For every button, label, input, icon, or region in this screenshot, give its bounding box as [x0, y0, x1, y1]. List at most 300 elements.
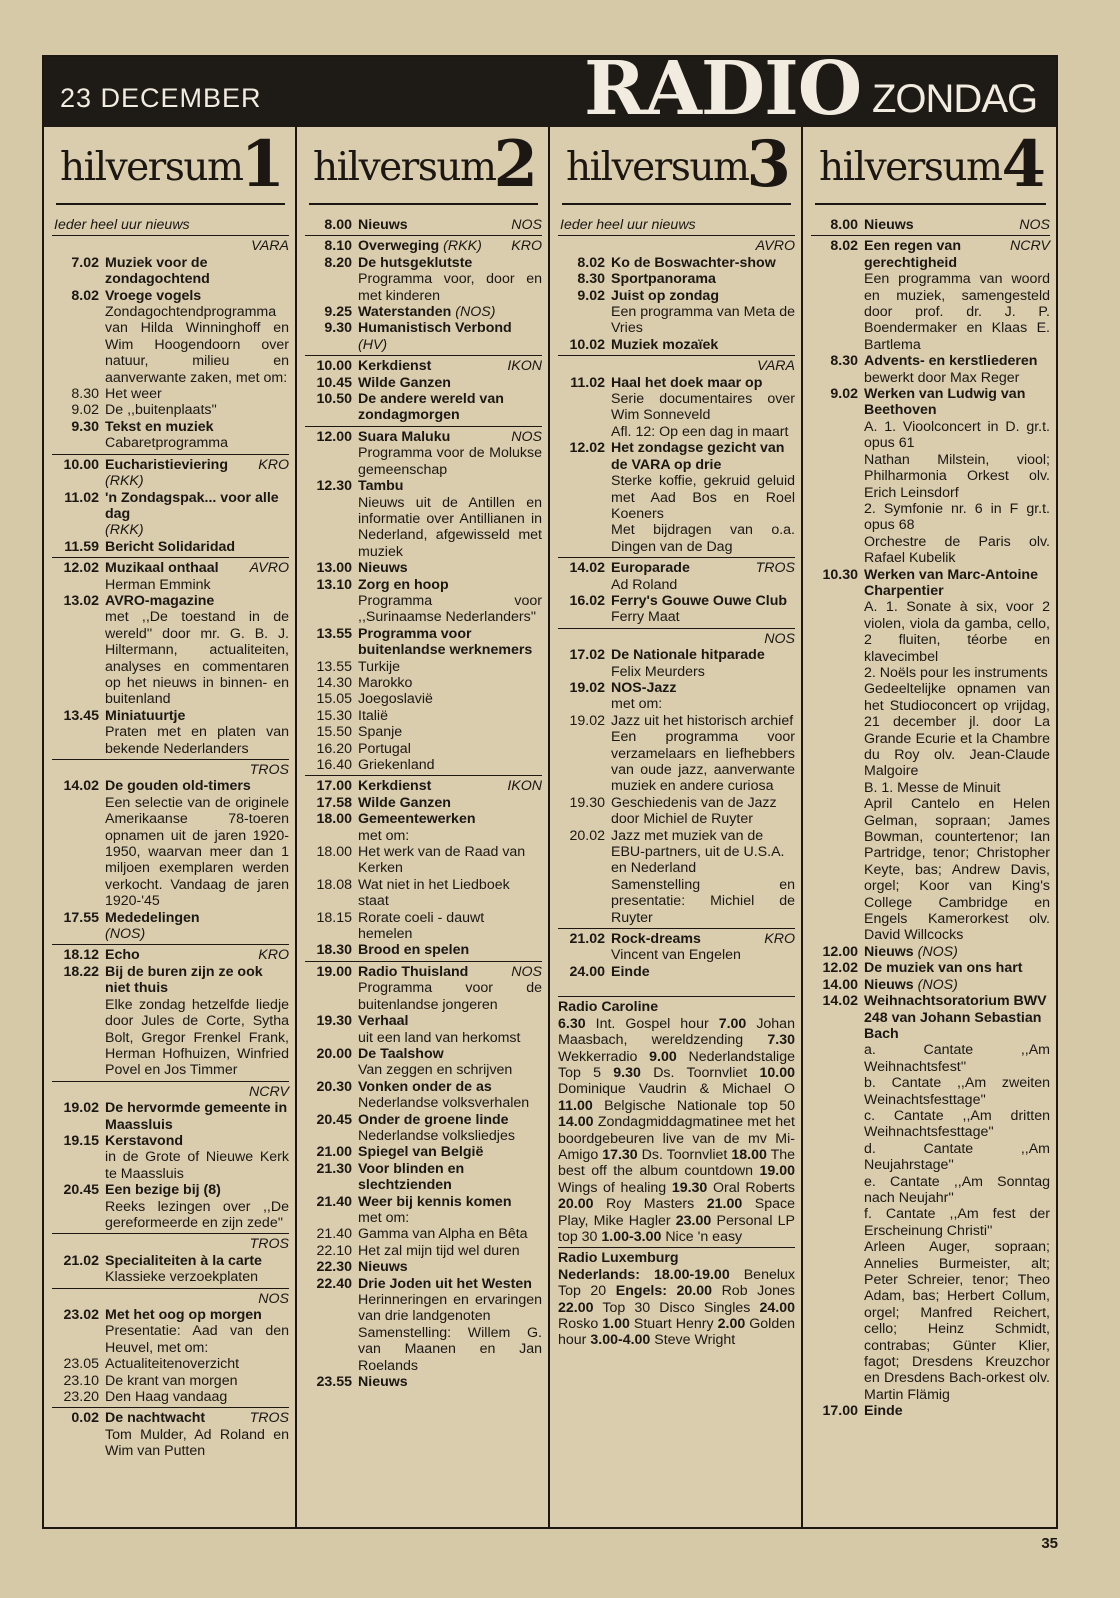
program-time: 14.30: [316, 674, 352, 691]
program-description: Serie documentaires over Wim Sonneveld: [611, 391, 795, 424]
program-item: [305, 577, 542, 626]
program-time: 19.02: [63, 1100, 99, 1117]
program-time: 17.58: [316, 794, 352, 811]
program-item: [305, 429, 542, 478]
divider: [811, 235, 1050, 236]
program-body: [611, 288, 795, 337]
program-item: [558, 288, 795, 337]
program-title: Marokko: [358, 674, 413, 691]
sub-program-item: [305, 1226, 542, 1242]
station-number: 3: [746, 127, 791, 202]
program-title-line: [358, 877, 542, 910]
sub-program-item: [52, 402, 289, 418]
program-time: 9.02: [71, 402, 99, 419]
program-title: Zorg en hoop: [358, 576, 449, 593]
program-time: 24.00: [569, 963, 605, 980]
program-time: 12.02: [822, 960, 858, 977]
program-time: 14.02: [569, 560, 605, 577]
program-title-line: [611, 337, 795, 353]
program-title: Kerstavond: [105, 1132, 184, 1149]
program-item: [52, 1182, 289, 1231]
program-title: Het werk van de Raad van Kerken: [358, 844, 526, 877]
page-header: [44, 46, 1056, 132]
program-item: [305, 560, 542, 576]
program-item: [305, 1112, 542, 1145]
program-body: [105, 1100, 289, 1133]
segment-time: 19.30: [671, 1179, 708, 1196]
program-title-line: [358, 942, 542, 958]
segment-time: 9.00: [649, 1048, 677, 1065]
program-description: Reeks lezingen over ,,De gereformeerde en zijn zede'': [105, 1198, 289, 1231]
program-title-line: [105, 1133, 289, 1149]
program-title-line: [864, 977, 1050, 993]
divider: [305, 426, 542, 427]
program-title: Voor blinden en slechtzienden: [358, 1160, 465, 1194]
program-title-line: [358, 560, 542, 576]
program-title-line: [358, 577, 542, 593]
sub-program-item: [52, 1356, 289, 1372]
program-time: 18.30: [316, 942, 352, 959]
program-title-line: [358, 1226, 542, 1242]
program-time: 21.00: [316, 1144, 352, 1161]
program-item: [305, 778, 542, 794]
program-title-line: [864, 386, 1050, 419]
program-time: 8.00: [324, 217, 352, 233]
program-body: [105, 457, 289, 490]
program-title-line: [105, 457, 289, 473]
program-description: Een programma van woord en muziek, samengesteld door prof. dr. J. P. Boendermaker en Klaas E. Bartlema: [864, 271, 1050, 353]
segment-program: Ds. Toornvliet: [641, 1146, 728, 1163]
program-item: [305, 391, 542, 424]
program-title: Suara Maluku: [358, 428, 451, 445]
program-time: 9.02: [577, 287, 605, 304]
program-time: 10.30: [822, 566, 858, 583]
program-body: [358, 1276, 542, 1374]
program-item: [305, 942, 542, 958]
sub-program-item: [305, 691, 542, 707]
program-title-line: [358, 910, 542, 943]
program-time: 9.25: [324, 304, 352, 321]
program-body: [358, 757, 542, 773]
program-description: Presentatie: Aad van den Heuvel, met om:: [105, 1323, 289, 1356]
program-title-line: [611, 288, 795, 304]
program-title: Italië: [358, 707, 388, 724]
program-title: Spiegel van België: [358, 1144, 484, 1161]
program-item: [305, 1079, 542, 1112]
program-time: 19.02: [569, 679, 605, 696]
broadcaster-label: KRO: [258, 456, 289, 473]
program-time: 11.59: [64, 538, 99, 555]
program-description: Felix Meurders: [611, 663, 705, 680]
program-title: Sportpanorama: [611, 271, 716, 288]
divider: [558, 235, 795, 236]
program-time: 18.15: [316, 909, 352, 926]
program-title: Miniatuurtje: [105, 707, 186, 724]
program-title-line: [358, 1079, 542, 1095]
program-body: [105, 402, 289, 418]
station-schedule: [558, 1267, 795, 1349]
program-title: Nieuws: [358, 1374, 408, 1391]
segment-time: 2.00: [717, 1316, 746, 1332]
sub-program-item: [305, 708, 542, 724]
program-time: 14.02: [63, 778, 99, 795]
program-body: [358, 844, 542, 877]
program-body: [358, 1259, 542, 1275]
program-time: 12.02: [569, 440, 605, 457]
program-body: [358, 375, 542, 391]
segment-program: Zondagmiddagmatinee met het boordgebeuren live van de mv Mi-Amigo: [558, 1114, 795, 1163]
station-title: Radio Luxemburg: [558, 1250, 679, 1267]
divider: [52, 1407, 289, 1408]
program-item: [305, 1046, 542, 1079]
program-title-line: [358, 375, 542, 391]
program-title: De ,,buitenplaats'': [105, 402, 217, 419]
program-body: [105, 490, 289, 539]
divider: [52, 235, 289, 236]
program-title-line: [358, 217, 542, 233]
program-title-line: [611, 375, 795, 391]
program-item: [305, 1194, 542, 1227]
program-time: 8.20: [324, 254, 352, 271]
program-title-line: [864, 960, 1050, 976]
program-title: Weer bij kennis komen: [358, 1193, 512, 1210]
program-body: [105, 288, 289, 386]
program-time: 8.10: [324, 238, 352, 255]
column-header: [56, 127, 285, 205]
column-hilversum-4: [803, 127, 1056, 1527]
program-item: [305, 1276, 542, 1374]
program-time: 22.40: [316, 1275, 352, 1292]
program-title: De gouden old-timers: [105, 778, 251, 795]
program-title: De hervormde gemeente in Maassluis: [105, 1100, 288, 1133]
program-description: d. Cantate ,,Am Neujahrstage'': [864, 1140, 1050, 1174]
program-body: [358, 1194, 542, 1227]
divider: [558, 628, 795, 629]
program-body: [105, 1307, 289, 1356]
program-time: 18.00: [316, 844, 352, 861]
program-item: [305, 964, 542, 1013]
program-body: [105, 255, 289, 288]
program-item: [305, 217, 542, 233]
program-body: [358, 1112, 542, 1145]
program-time: 8.30: [577, 271, 605, 288]
segment-program: Top 30 Disco Singles: [602, 1299, 751, 1316]
program-time: 13.10: [316, 576, 352, 593]
sub-program-item: [305, 741, 542, 757]
segment-program: The best off the album countdown: [558, 1146, 796, 1180]
segment-time: 24.00: [759, 1299, 795, 1316]
column-header: [815, 127, 1046, 205]
program-body: [105, 539, 289, 555]
segment-program: Ds. Toornvliet: [653, 1064, 748, 1081]
program-body: [358, 942, 542, 958]
station-columns: [44, 127, 1056, 1527]
program-body: [611, 964, 795, 980]
program-description: in de Grote of Nieuwe Kerk te Maassluis: [105, 1149, 289, 1182]
program-title: Haal het doek maar op: [611, 374, 763, 391]
program-title: Programma voor buitenlandse werknemers: [358, 625, 533, 659]
segment-time: 21.00: [706, 1196, 743, 1213]
program-body: [358, 304, 542, 320]
program-item: [811, 1403, 1050, 1419]
broadcaster-label: NOS: [764, 630, 795, 647]
page-number: 35: [1041, 1535, 1058, 1552]
program-item: [305, 1144, 542, 1160]
program-title: Nieuws: [864, 943, 914, 960]
program-description: Klassieke verzoekplaten: [105, 1269, 258, 1286]
program-item: [52, 1307, 289, 1356]
spacer: [558, 980, 795, 994]
program-description: Zondagochtendprogramma van Hilda Winninghoff en Wim Hoogendoorn over natuur, milieu en aanverwante zaken, met om:: [105, 304, 289, 386]
program-time: 12.02: [63, 560, 99, 577]
program-title: Jazz met muziek van de EBU-partners, uit de U.S.A. en Nederland: [611, 827, 785, 877]
segment-program: Johan Maasbach, wereldzending: [558, 1015, 795, 1049]
program-title-line: [358, 1161, 542, 1194]
column-header: [309, 127, 538, 205]
program-title-line: [358, 724, 542, 740]
program-title-line: [105, 1389, 289, 1405]
program-title-line: [358, 811, 542, 827]
program-title-line: [358, 304, 542, 320]
program-title-line: [105, 1410, 289, 1426]
program-body: [611, 680, 795, 713]
station-title: Radio Caroline: [558, 999, 659, 1016]
program-body: [358, 910, 542, 943]
program-title: Nieuws: [864, 976, 914, 993]
program-body: [358, 478, 542, 560]
program-title-line: [358, 708, 542, 724]
program-description: Sterke koffie, gekruid geluid met Aad Bos en Roel Koeners: [611, 473, 795, 522]
program-description: b. Cantate ,,Am zweiten Weinachtsfesttage'': [864, 1075, 1050, 1108]
program-description: e. Cantate ,,Am Sonntag nach Neujahr'': [864, 1173, 1050, 1206]
broadcaster-label: KRO: [258, 947, 289, 964]
program-time: 13.55: [316, 658, 352, 675]
program-item: [558, 255, 795, 271]
program-title: Echo: [105, 947, 140, 964]
program-tag: (NOS): [917, 976, 958, 993]
program-title: Met het oog op morgen: [105, 1307, 262, 1323]
segment-time: 7.00: [718, 1015, 747, 1032]
program-title: Ferry's Gouwe Ouwe Club: [611, 592, 788, 609]
program-title: Brood en spelen: [358, 942, 470, 959]
program-title-line: [358, 1276, 542, 1292]
segment-program: Stuart Henry: [633, 1316, 714, 1332]
program-title: Rorate coeli - dauwt hemelen: [358, 909, 485, 943]
program-time: 13.02: [63, 592, 99, 609]
program-title-line: [358, 478, 542, 494]
divider: [52, 944, 289, 945]
program-title: Portugal: [358, 740, 411, 757]
program-item: [52, 560, 289, 593]
program-title: Turkije: [358, 658, 401, 675]
program-body: [105, 947, 289, 963]
program-body: [358, 795, 542, 811]
program-item: [305, 1259, 542, 1275]
program-item: [558, 271, 795, 287]
program-time: 9.30: [324, 320, 352, 337]
program-description: f. Cantate ,,Am fest der Erscheinung Christi'': [864, 1206, 1050, 1239]
program-description: Samenstelling en presentatie: Michiel de Ruyter: [611, 876, 795, 926]
program-item: [52, 593, 289, 708]
program-item: [305, 304, 542, 320]
program-description: uit een land van herkomst: [358, 1029, 521, 1046]
program-time: 17.00: [316, 778, 352, 795]
program-description: Programma voor de buitenlandse jongeren: [358, 980, 542, 1013]
program-item: [305, 1374, 542, 1390]
program-title: Den Haag vandaag: [105, 1389, 228, 1406]
program-title: Muziek voor de zondagochtend: [105, 254, 210, 288]
program-time: 22.30: [316, 1259, 352, 1276]
divider: [558, 1247, 795, 1248]
program-title: Humanistisch Verbond: [358, 320, 512, 337]
station-number: 2: [493, 127, 538, 202]
program-title: Europarade: [611, 560, 690, 577]
program-time: 14.00: [822, 976, 858, 993]
segment-time: 6.30: [558, 1015, 586, 1032]
sub-program-item: [305, 910, 542, 943]
program-tag: (NOS): [455, 304, 496, 321]
program-body: [611, 271, 795, 287]
sub-program-item: [52, 386, 289, 402]
program-time: 19.15: [63, 1132, 99, 1149]
program-item: [558, 560, 795, 593]
broadcaster-label: VARA: [757, 358, 795, 375]
program-title: Einde: [864, 1403, 903, 1420]
divider: [305, 961, 542, 962]
program-title: Gamma van Alpha en Bêta: [358, 1226, 528, 1243]
program-time: 17.00: [822, 1403, 858, 1420]
program-title: Een bezige bij (8): [105, 1182, 221, 1199]
divider: [305, 775, 542, 776]
program-description: A. 1. Sonate à six, voor 2 violen, viola da gamba, cello, 2 fluiten, téorbe en klavecimbel: [864, 599, 1050, 665]
program-time: 11.02: [64, 489, 99, 506]
program-item: [811, 567, 1050, 944]
program-time: 7.02: [71, 254, 99, 271]
segment-program: Rob Jones: [721, 1283, 795, 1300]
program-item: [52, 1100, 289, 1133]
program-time: 8.02: [830, 238, 858, 255]
program-item: [305, 1161, 542, 1194]
sub-program-item: [305, 1243, 542, 1259]
program-title: Het zondagse gezicht van de VARA op drie: [611, 440, 785, 473]
program-item: [52, 708, 289, 757]
program-title: Tambu: [358, 478, 404, 495]
segment-time: 7.30: [767, 1032, 795, 1049]
program-body: [611, 337, 795, 353]
program-title: Bij de buren zijn ze ook niet thuis: [105, 963, 263, 997]
program-body: [105, 1373, 289, 1389]
segment-time: Nederlands: 18.00-19.00: [558, 1266, 730, 1283]
divider: [52, 1081, 289, 1082]
column-header: [562, 127, 791, 205]
segment-time: 1.00: [602, 1316, 630, 1332]
broadcaster-label: NOS: [1019, 217, 1050, 233]
program-title: Nieuws: [358, 217, 408, 233]
program-title-line: [105, 386, 289, 402]
program-body: [611, 593, 795, 626]
program-time: 23.10: [63, 1372, 99, 1389]
program-title-line: [611, 647, 795, 663]
divider: [52, 1288, 289, 1289]
sub-program-item: [305, 844, 542, 877]
program-item: [52, 947, 289, 963]
program-description: B. 1. Messe de Minuit: [864, 779, 1001, 796]
news-note: Ieder heel uur nieuws: [560, 217, 696, 233]
program-item: [558, 593, 795, 626]
program-title: De andere wereld van zondagmorgen: [358, 391, 504, 424]
program-description: Programma voor de Molukse gemeenschap: [358, 445, 542, 478]
program-title-line: [611, 713, 795, 729]
program-title-line: [358, 320, 542, 336]
program-title-line: [358, 757, 542, 773]
program-item: [52, 964, 289, 1079]
program-item: [52, 288, 289, 386]
program-time: 9.30: [71, 418, 99, 435]
program-item: [52, 457, 289, 490]
program-title-line: [105, 593, 289, 609]
program-time: 16.40: [316, 757, 352, 773]
program-item: [305, 255, 542, 304]
program-item: [811, 386, 1050, 566]
program-time: 21.30: [316, 1160, 352, 1177]
program-item: [811, 960, 1050, 976]
program-title-line: [611, 255, 795, 271]
broadcaster-label: NOS: [511, 428, 542, 445]
program-description: Ad Roland: [611, 576, 678, 593]
program-title: Nieuws: [358, 1259, 408, 1276]
program-tag: (RKK): [443, 238, 482, 255]
segment-time: Engels: 20.00: [615, 1283, 713, 1300]
program-body: [358, 1374, 542, 1390]
program-body: [864, 960, 1050, 976]
program-title: Specialiteiten à la carte: [105, 1252, 262, 1269]
program-description: met om:: [611, 696, 663, 713]
program-title-line: [105, 255, 289, 288]
program-time: 20.45: [316, 1111, 352, 1128]
program-item: [558, 680, 795, 713]
program-tag: (RKK): [105, 522, 144, 539]
program-title: Griekenland: [358, 757, 435, 773]
program-description: April Cantelo en Helen Gelman, sopraan; James Bowman, countertenor; Ian Partridge, tenor; Christopher Keyte, bas; Andrew Davis, orgel; Koor van King's College Cambridge en Engels Kamerorkest olv. David Willcocks: [864, 796, 1050, 944]
program-time: 0.02: [71, 1410, 99, 1427]
divider: [558, 928, 795, 929]
program-item: [52, 255, 289, 288]
program-title-line: [358, 964, 542, 980]
program-title-line: [864, 944, 1050, 960]
sub-program-item: [305, 659, 542, 675]
program-time: 17.02: [569, 647, 605, 664]
divider: [52, 759, 289, 760]
program-description: a. Cantate ,,Am Weihnachtsfest'': [864, 1042, 1050, 1075]
broadcaster-label: TROS: [249, 1236, 289, 1253]
program-time: 14.02: [822, 993, 858, 1010]
program-body: [105, 419, 289, 452]
program-item: [52, 1253, 289, 1286]
broadcaster-label: IKON: [507, 778, 542, 795]
program-item: [811, 944, 1050, 960]
program-body: [864, 567, 1050, 944]
divider: [52, 1233, 289, 1234]
program-description: Herinneringen en ervaringen van drie landgenoten: [358, 1292, 542, 1325]
program-description: Praten met en platen van bekende Nederlanders: [105, 724, 289, 757]
program-body: [611, 440, 795, 555]
program-title: De Taalshow: [358, 1045, 444, 1062]
program-title-line: [358, 659, 542, 675]
station-name: hilversum: [819, 145, 1002, 190]
program-body: [864, 353, 1050, 386]
program-title: Muzikaal onthaal: [105, 560, 219, 577]
program-list: [811, 217, 1050, 1420]
